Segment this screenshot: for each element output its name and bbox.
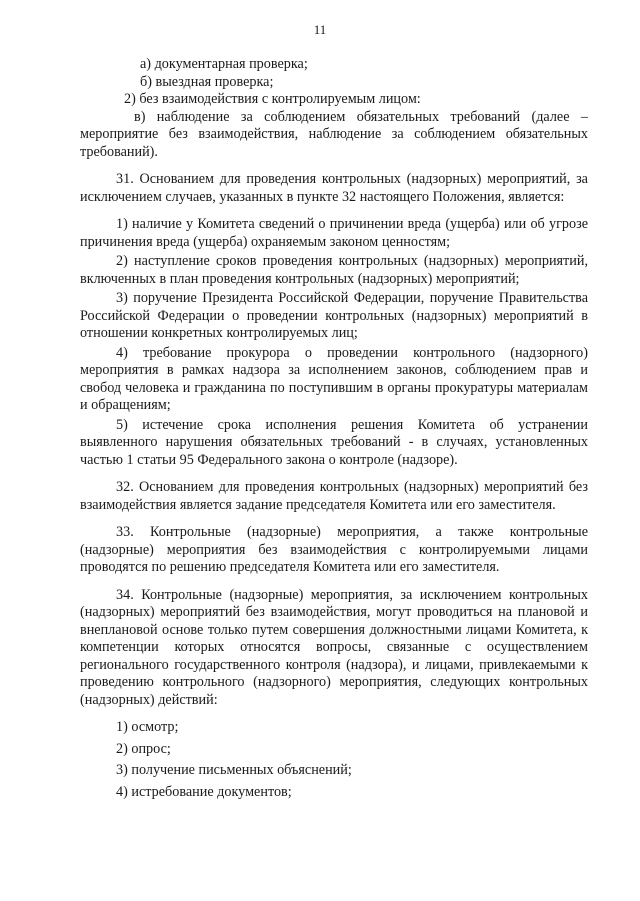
paragraph-31-item-3: 3) поручение Президента Российской Федерации, поручение Правительства Российской Федерации о проведении контрольных (надзорных) мероприятий в отношении конкретных контролируемых лиц; (80, 290, 588, 341)
action-item-inspection: 1) осмотр; (116, 719, 179, 735)
paragraph-31-item-4: 4) требование прокурора о проведении контрольного (надзорного) мероприятия в рамках надзора за исполнением законов, соблюдением прав и свобод человека и гражданина по поступившим в органы прокуратуры материалам и обращениям; (80, 344, 588, 413)
paragraph-31-item-1: 1) наличие у Комитета сведений о причинении вреда (ущерба) или об угрозе причинения вреда (ущерба) охраняемым законом ценностям; (80, 216, 588, 250)
action-item-survey: 2) опрос; (116, 740, 171, 757)
action-item-document-request: 4) истребование документов; (116, 783, 292, 800)
paragraph-33: 33. Контрольные (надзорные) мероприятия, а также контрольные (надзорные) мероприятия без взаимодействия с контролируемыми лицами проводятся по решению председателя Комитета или его заместителя. (80, 524, 588, 575)
list-item-documentary-inspection: а) документарная проверка; (140, 56, 308, 72)
document-body (80, 56, 588, 801)
list-item-without-interaction: 2) без взаимодействия с контролируемым лицом: (124, 91, 421, 107)
paragraph-observation: в) наблюдение за соблюдением обязательных требований (далее – мероприятие без взаимодействия, наблюдение за соблюдением обязательных требований). (80, 108, 588, 160)
action-item-written-explanations: 3) получение письменных объяснений; (116, 762, 352, 778)
paragraph-31-item-5: 5) истечение срока исполнения решения Комитета об устранении выявленного нарушения обязательных требований - в случаях, установленных частью 1 статьи 95 Федерального закона о контроле (надзоре). (80, 416, 588, 468)
paragraph-32: 32. Основанием для проведения контрольных (надзорных) мероприятий без взаимодействия является задание председателя Комитета или его заместителя. (80, 479, 588, 513)
list-item-field-inspection: б) выездная проверка; (140, 73, 274, 90)
paragraph-31-item-2: 2) наступление сроков проведения контрольных (надзорных) мероприятий, включенных в план проведения контрольных (надзорных) мероприятий; (80, 253, 588, 287)
page-number: 11 (313, 22, 327, 37)
paragraph-34: 34. Контрольные (надзорные) мероприятия, за исключением контрольных (надзорных) мероприятий без взаимодействия, могут проводиться на плановой и внеплановой основе только путем совершения должностными лицами Комитета, к компетенции которых относятся вопросы, связанные с осуществлением регионального государственного контроля (надзора), и лицами, привлекаемыми к проведению контрольного (надзорного) мероприятия, следующих контрольных (надзорных) действий: (80, 586, 588, 708)
paragraph-31: 31. Основанием для проведения контрольных (надзорных) мероприятий, за исключением случаев, указанных в пункте 32 настоящего Положения, является: (80, 171, 588, 205)
